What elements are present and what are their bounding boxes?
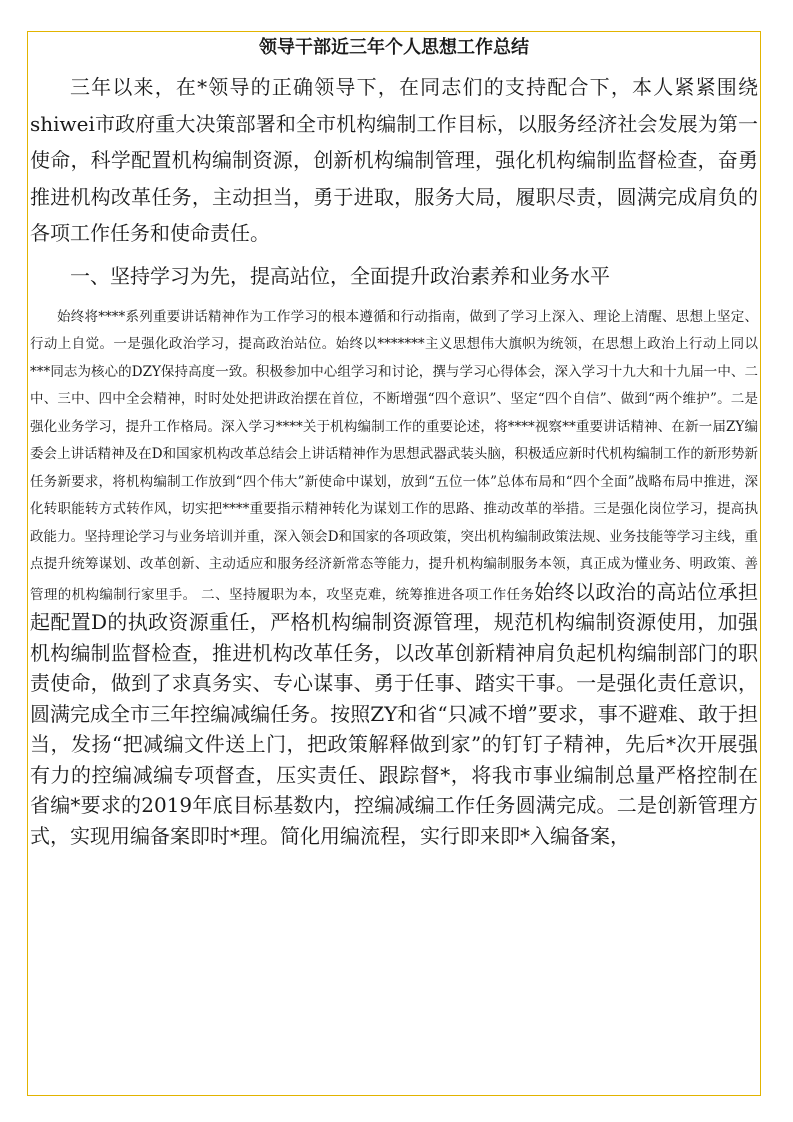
intro-paragraph: 三年以来，在*领导的正确领导下，在同志们的支持配合下，本人紧紧围绕shiwei市政府重大决策部署和全市机构编制工作目标，以服务经济社会发展为第一使命，科学配置机构编制资源，创新机构编制管理，强化机构编制监督检查，奋勇推进机构改革任务，主动担当，勇于进取，服务大局，履职尽责，圆满完成肩负的各项工作任务和使命责任。 <box>30 75 758 245</box>
section-1-body: 始终将****系列重要讲话精神作为工作学习的根本遵循和行动指南，做到了学习上深入、理论上清醒、思想上坚定、行动上自觉。一是强化政治学习，提高政治站位。始终以*******主义思想伟大旗帜为统领，在思想上政治上行动上同以***同志为核心的DZY保持高度一致。积极参加中心组学习和讨论，撰与学习心得体会，深入学习十九大和十九届一中、二中、三中、四中全会精神，时时处处把讲政治摆在首位，不断增强“四个意识”、坚定“四个自信”、做到“两个维护”。二是强化业务学习，提升工作格局。深入学习****关于机构编制工作的重要论述，将****视察**重要讲话精神、在新一届ZY编委会上讲话精神及在D和国家机构改革总结会上讲话精神作为思想武器武装头脑，积极适应新时代机构编制工作的新形势新任务新要求，将机构编制工作放到“四个伟大”新使命中谋划，放到“五位一体”总体布局和“四个全面”战略布局中推进，深化转职能转方式转作风，切实把****重要指示精神转化为谋划工作的思路、推动改革的举措。三是强化岗位学习，提高执政能力。坚持理论学习与业务培训并重，深入领会D和国家的各项政策，突出机构编制政策法规、业务技能等学习主线，重点提升统筹谋划、改革创新、主动适应和服务经济新常态等能力，提升机构编制服务本领，真正成为懂业务、明政策、善管理的机构编制行家里手。 二、坚持履职为本，攻坚克难，统筹推进各项工作任务 <box>30 308 758 603</box>
section-1-heading: 一、坚持学习为先，提高站位，全面提升政治素养和业务水平 <box>70 263 610 288</box>
section-1-paragraph <box>30 304 758 854</box>
section-2-body: 始终以政治的高站位承担起配置D的执政资源重任，严格机构编制资源管理，规范机构编制资源使用，加强机构编制监督检查，推进机构改革任务，以改革创新精神肩负起机构编制部门的职责使命，做到了求真务实、专心谋事、勇于任事、踏实干事。一是强化责任意识，圆满完成全市三年控编减编任务。按照ZY和省“只减不增”要求，事不避难、敢于担当，发扬“把减编文件送上门，把政策解释做到家”的钉钉子精神，先后*次开展强有力的控编减编专项督查，压实责任、跟踪督*，将我市事业编制总量严格控制在省编*要求的2019年底目标基数内，控编减编工作任务圆满完成。二是创新管理方式，实现用编备案即时*理。简化用编流程，实行即来即*入编备案， <box>30 579 759 848</box>
document-title: 领导干部近三年个人思想工作总结 <box>259 37 529 58</box>
document-body <box>30 33 758 853</box>
